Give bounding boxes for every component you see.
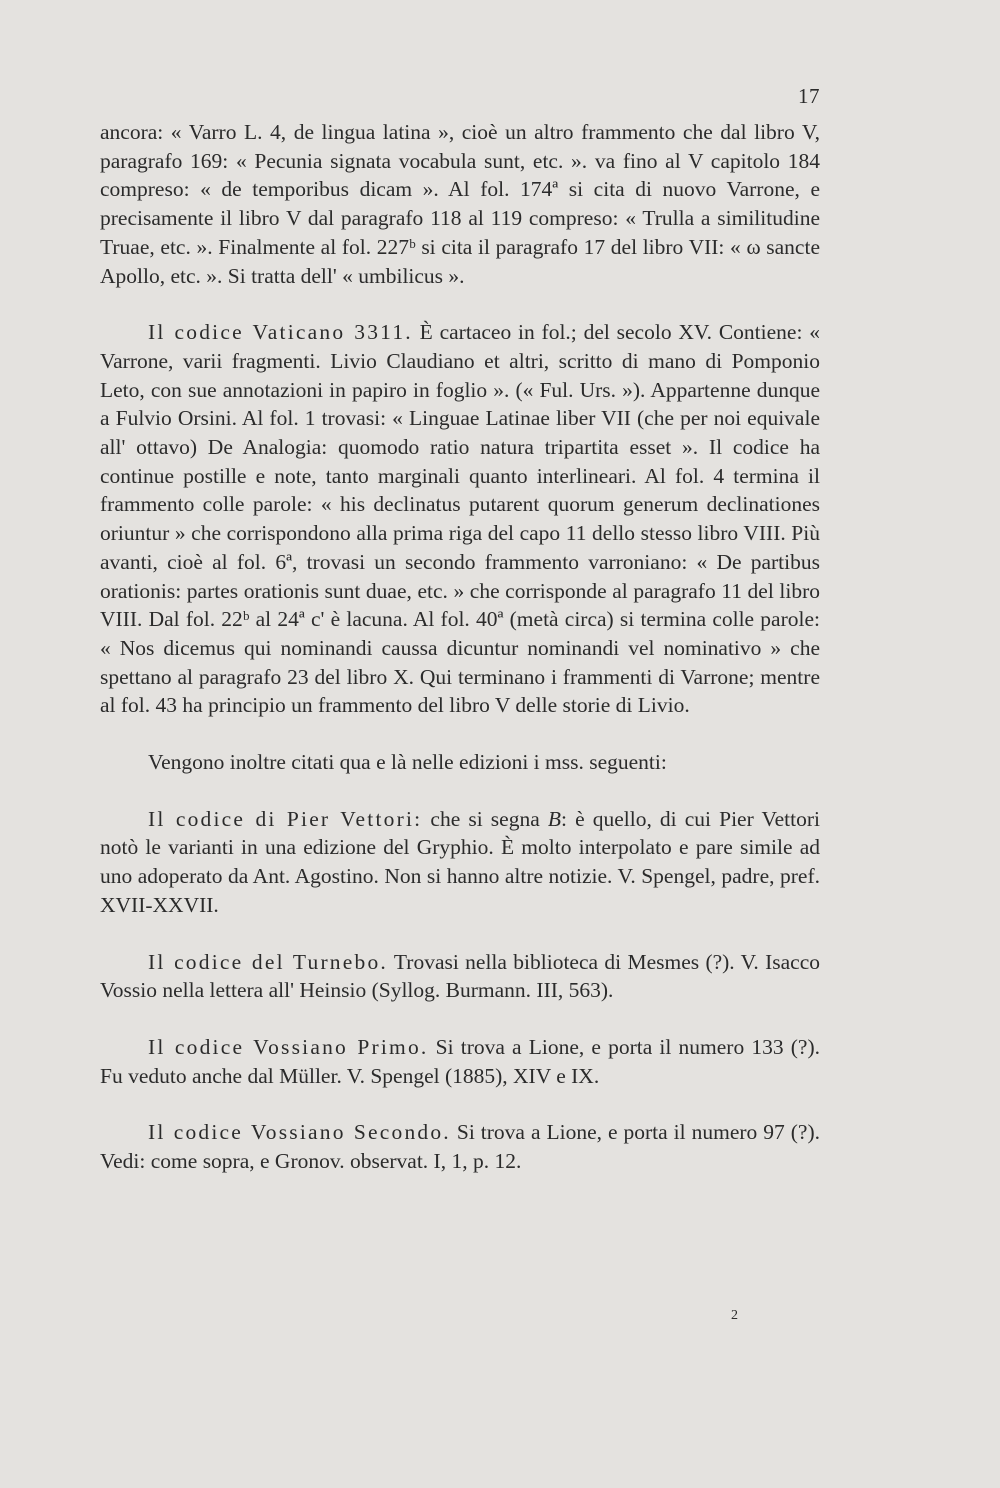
page-number: 17 xyxy=(798,84,820,108)
paragraph-body: : è quello, di cui Pier Vettori notò le varianti in una edizione del Gryphio. È molto interpolato e pare simile ad uno adoperato da Ant. Agostino. Non si hanno altre notizie. V. Spengel, padre, pref. XVII-XXVII. xyxy=(100,806,820,917)
section-heading-turnebo: Il codice del Turnebo. xyxy=(148,949,388,974)
paragraph-body: È cartaceo in fol.; del secolo XV. Contiene: « Varrone, varii fragmenti. Livio Claudiano et altri, scritto di mano di Pomponio Leto, con sue annotazioni in papiro in foglio ». (« Ful. Urs. »). Appartenne dunque a Fulvio Orsini. Al fol. 1 trovasi: « Linguae Latinae liber VII (che per noi equivale all' ottavo) De Analogia: quomodo ratio natura tripartita esset ». Il codice ha continue postille e note, tanto marginali quanto interlineari. Al fol. 4 termina il frammento colle parole: « his declinatus putarent quorum generum declinationes oriuntur » che corrispondono alla prima riga del capo 11 dello stesso libro VIII. Più avanti, cioè al fol. 6ª, trovasi un secondo frammento varroniano: « De partibus orationis: partes orationis sunt duae, etc. » che corrisponde al paragrafo 11 del libro VIII. Dal fol. 22ᵇ al 24ª c' è lacuna. Al fol. 40ª (metà circa) si termina colle parole: « Nos dicemus qui nominandi caussa dicuntur nominandi vel nominativo » che spettano al paragrafo 23 del libro X. Qui terminano i frammenti di Varrone; mentre al fol. 43 ha principio un frammento del libro V delle storie di Livio. xyxy=(100,320,820,718)
paragraph-codice-turnebo xyxy=(100,948,820,1005)
paragraph-codice-vaticano xyxy=(100,318,820,720)
signature-mark: 2 xyxy=(731,1308,738,1323)
paragraph-codice-vossiano-primo xyxy=(100,1033,820,1090)
sigla: B xyxy=(547,806,561,831)
paragraph-body: Si trova a Lione, e porta il numero 133 (?). Fu veduto anche dal Müller. V. Spengel (1885), XIV e IX. xyxy=(100,1034,820,1088)
section-heading-codice-vaticano: Il codice Vaticano 3311. xyxy=(148,320,413,345)
section-heading-vossiano-primo: Il codice Vossiano Primo. xyxy=(148,1034,429,1059)
paragraph-body: Si trova a Lione, e porta il numero 97 (?). Vedi: come sopra, e Gronov. observat. I, 1, p. 12. xyxy=(100,1120,820,1174)
paragraph-body: che si segna xyxy=(422,806,548,831)
section-heading-vossiano-secondo: Il codice Vossiano Secondo. xyxy=(148,1120,451,1145)
paragraph-intro-mss: Vengono inoltre citati qua e là nelle edizioni i mss. seguenti: xyxy=(148,750,667,775)
paragraph-codice-vossiano-secondo xyxy=(100,1118,820,1175)
paragraph-codice-pier-vettori xyxy=(100,805,820,920)
paragraph-body: Trovasi nella biblioteca di Mesmes (?). V. Isacco Vossio nella lettera all' Heinsio (Syllog. Burmann. III, 563). xyxy=(100,949,820,1003)
paragraph-continuation: ancora: « Varro L. 4, de lingua latina », cioè un altro frammento che dal libro V, paragrafo 169: « Pecunia signata vocabula sunt, etc. ». va fino al V capitolo 184 compreso: « de temporibus dicam ». Al fol. 174ª si cita di nuovo Varrone, e precisamente il libro V dal paragrafo 118 al 119 compreso: « Trulla a similitudine Truae, etc. ». Finalmente al fol. 227ᵇ si cita il paragrafo 17 del libro VII: « ω sancte Apollo, etc. ». Si tratta dell' « umbilicus ». xyxy=(100,120,820,288)
page-body xyxy=(100,118,820,1176)
section-heading-pier-vettori: Il codice di Pier Vettori: xyxy=(148,806,423,831)
